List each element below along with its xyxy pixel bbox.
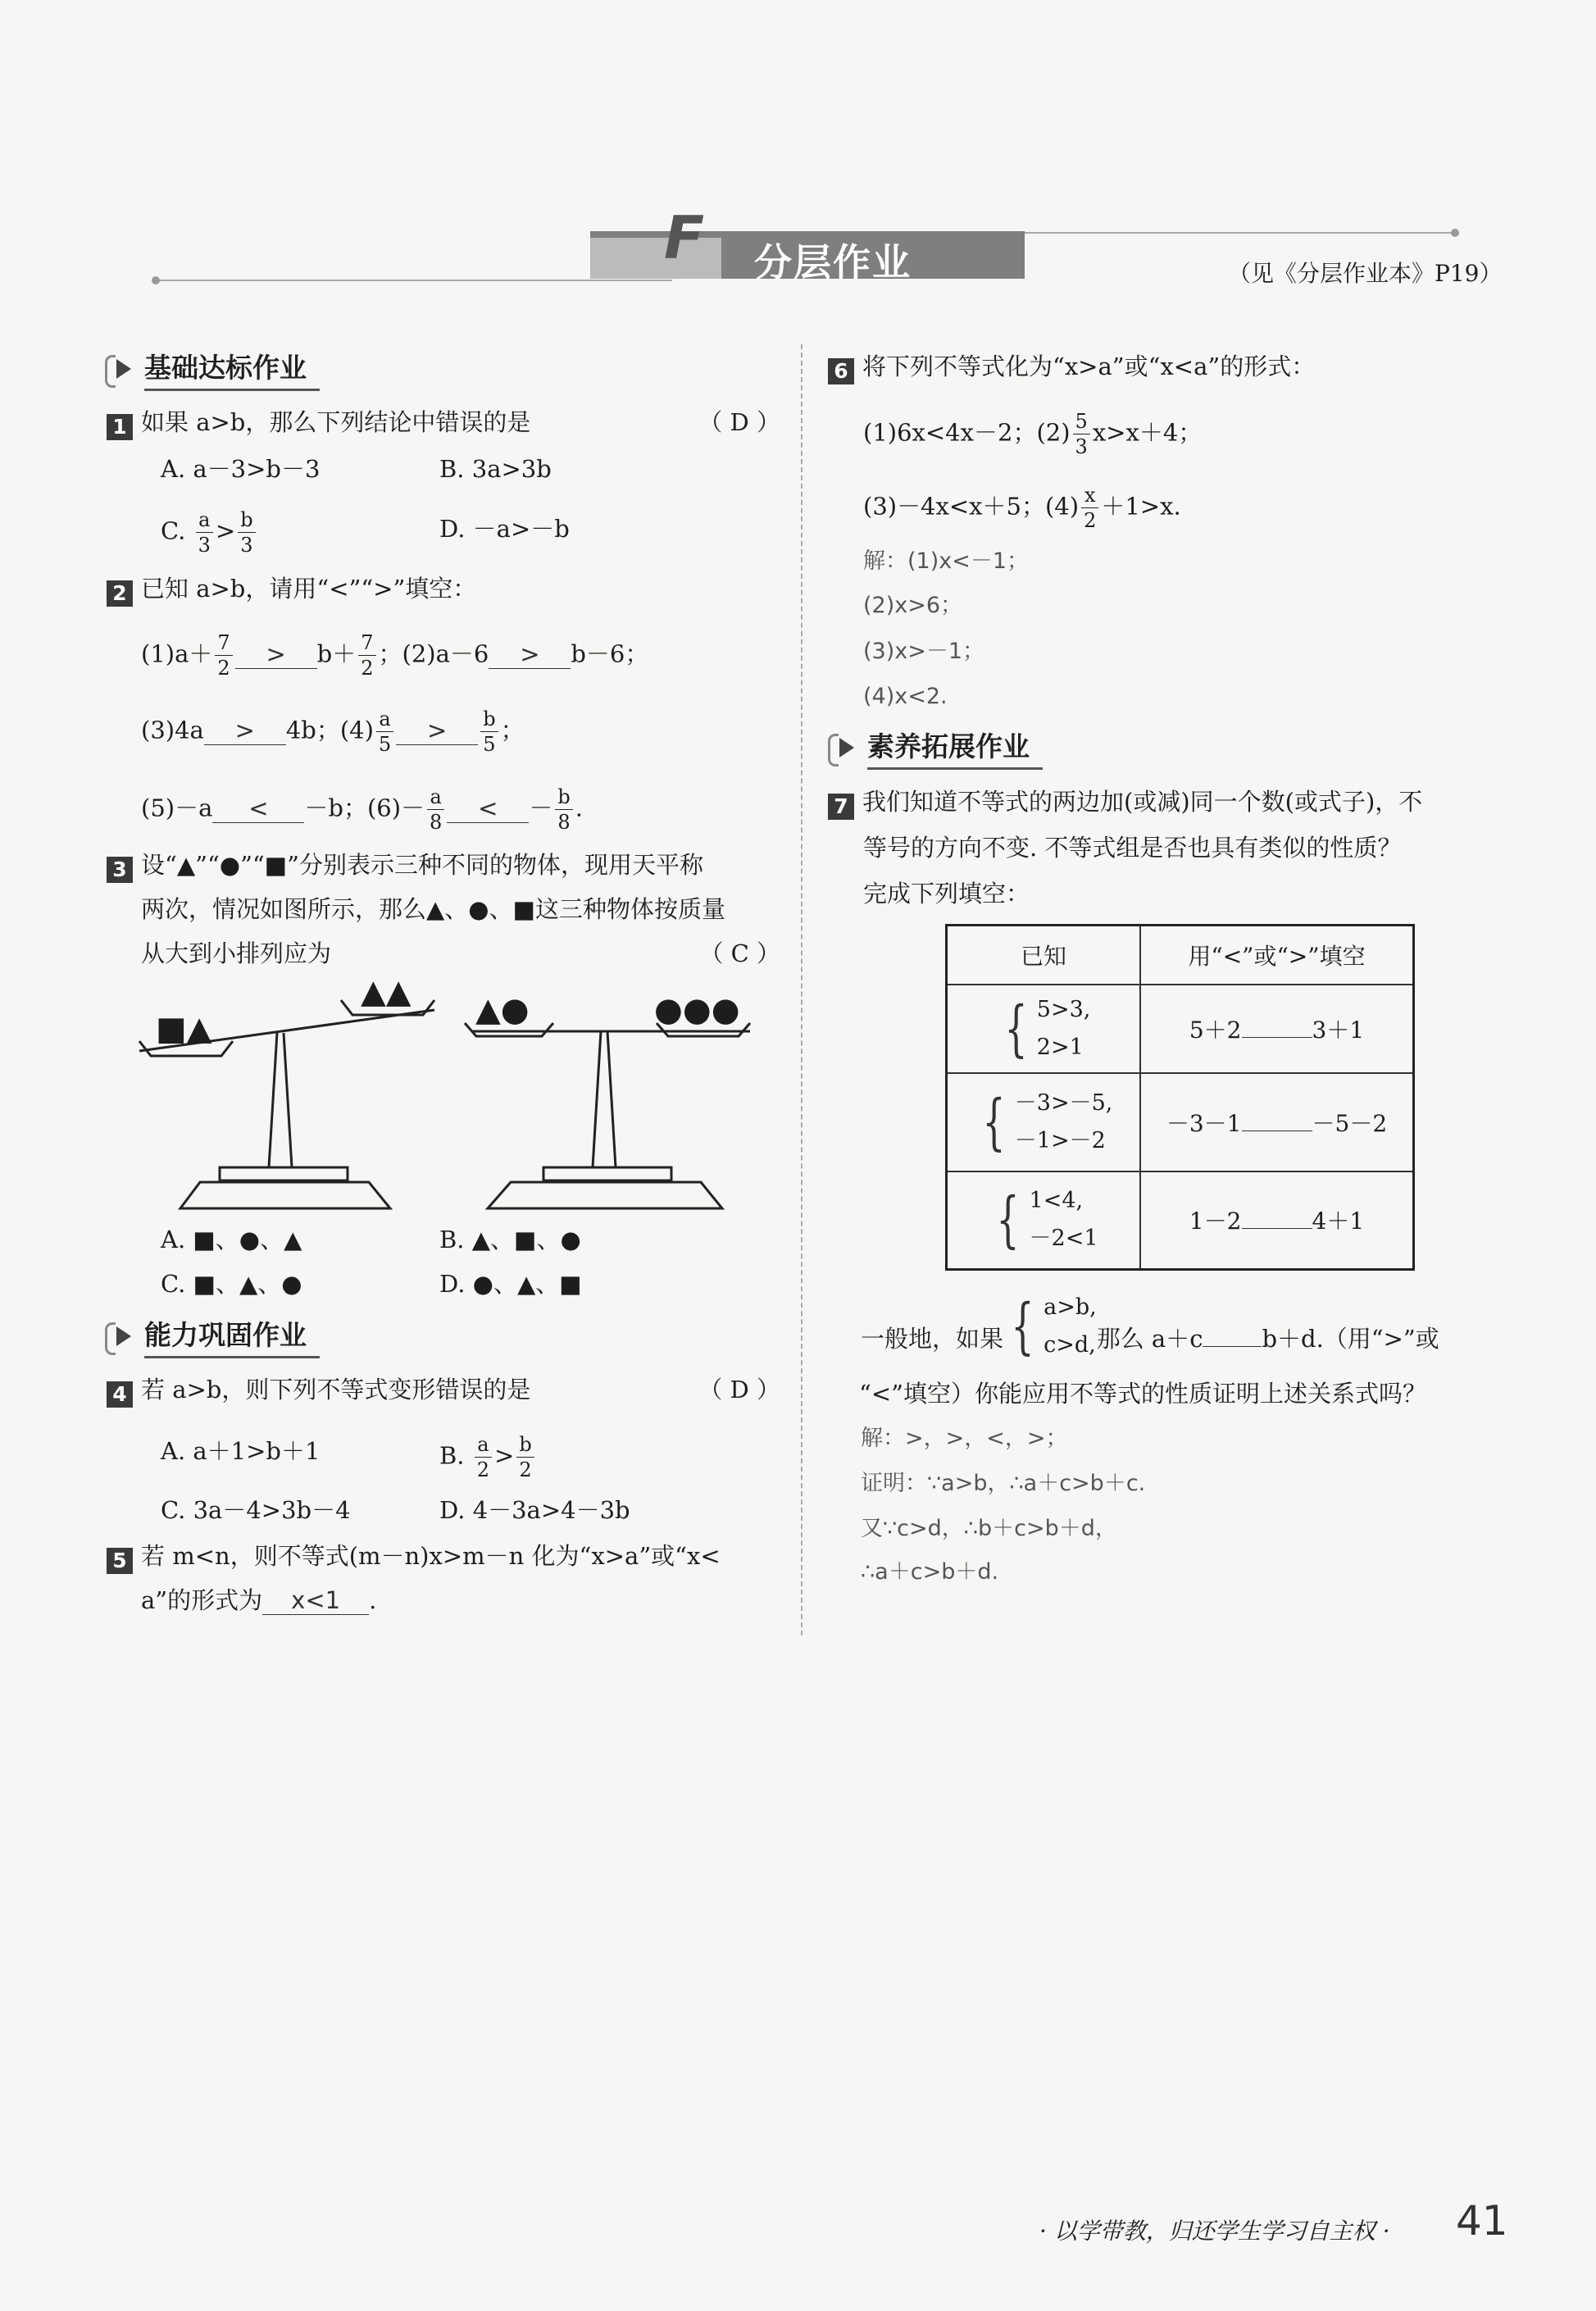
q3-option-a: A. ■、●、▲ [161, 1226, 302, 1253]
q4-option-a: A. a＋1>b＋1 [161, 1437, 321, 1465]
q7-general-blank[interactable] [1203, 1346, 1262, 1347]
q2-stem: 2 已知 a>b，请用“<”“>”填空： [107, 572, 476, 607]
q3-answer: （ C ） [699, 939, 780, 967]
q1-stem: 1 如果 a>b，那么下列结论中错误的是 （ D ） [107, 406, 780, 440]
q2-part-1-2: (1)a＋ $\frac{7}{2}$ > b＋ $\frac{7}{2}$ ；(2)a－6 > b－6； [141, 631, 649, 680]
arrow-badge-icon [103, 1319, 136, 1353]
banner-letter: F [664, 203, 705, 272]
q1-option-c: C. $\frac{a}{3}$ > $\frac{b}{3}$ [161, 510, 258, 555]
banner-title: 分层作业 [754, 240, 912, 284]
table-blank[interactable] [1242, 1228, 1312, 1229]
table-blank[interactable] [1242, 1037, 1312, 1038]
q7-table [945, 924, 1415, 1271]
q6-solution-2: (2)x>6； [863, 593, 963, 618]
q2-answer-6: < [447, 794, 529, 823]
q4-option-c: C. 3a－4>3b－4 [161, 1496, 351, 1524]
q3-line-1: 3 设“▲”“●”“■”分别表示三种不同的物体，现用天平称 [107, 848, 703, 883]
q4-stem: 4 若 a>b，则下列不等式变形错误的是 （ D ） [107, 1373, 780, 1408]
q7-line-5: “<”填空）你能应用不等式的性质证明上述关系式吗？ [859, 1380, 1426, 1408]
q7-solution-1: 解：>，>，<，>； [861, 1426, 1068, 1451]
q2-answer-4: > [396, 717, 478, 745]
q6-line-2: (3)－4x<x＋5；(4) $\frac{x}{2}$ ＋1>x. [863, 484, 1181, 532]
q7-solution-3: 又∵c>d，∴b＋c>b＋d， [861, 1516, 1117, 1541]
column-divider [801, 344, 803, 1635]
table-row: { 1<4, －2<1 1－2 4＋1 [947, 1171, 1414, 1270]
q5-answer: x<1 [262, 1586, 369, 1615]
q6-solution-4: (4)x<2. [863, 684, 948, 709]
q6-stem: 6 将下列不等式化为“x>a”或“x<a”的形式： [828, 350, 1315, 384]
q2-answer-2: > [489, 640, 571, 669]
q7-solution-2: 证明：∵a>b，∴a＋c>b＋c. [861, 1471, 1146, 1496]
q3-option-c: C. ■、▲、● [161, 1270, 302, 1298]
q6-line-1: (1)6x<4x－2；(2) $\frac{5}{3}$ x>x＋4； [863, 410, 1203, 458]
q2-answer-5: < [212, 794, 304, 823]
q2-answer-1: > [235, 640, 317, 669]
q7-line-1: 7 我们知道不等式的两边加(或减)同一个数(或式子)，不 [828, 785, 1422, 820]
q7-line-2: 等号的方向不变. 不等式组是否也具有类似的性质？ [863, 834, 1402, 862]
q2-part-5-6: (5)－a < －b；(6)－ $\frac{a}{8}$ < － $\frac{b}{8}$ . [141, 785, 583, 834]
page-number: 41 [1456, 2197, 1508, 2245]
table-blank[interactable] [1242, 1130, 1312, 1131]
q4-option-d: D. 4－3a>4－3b [439, 1496, 630, 1524]
table-header-known: 已知 [947, 926, 1141, 985]
arrow-badge-icon [103, 352, 136, 386]
ref-note: （见《分层作业本》P19） [1228, 260, 1503, 287]
q7-solution-4: ∴a＋c>b＋d. [861, 1559, 999, 1585]
q6-solution-3: (3)x>－1； [863, 639, 985, 664]
q5-line-1: 5 若 m<n，则不等式(m－n)x>m－n 化为“x>a”或“x< [107, 1540, 721, 1574]
q1-answer: （ D ） [698, 408, 780, 436]
section-ability: 能力巩固作业 [103, 1315, 320, 1358]
q6-solution-1: 解：(1)x<－1； [863, 548, 1030, 574]
q7-line-3: 完成下列填空： [863, 880, 1030, 908]
table-header-fill: 用“<”或“>”填空 [1140, 926, 1414, 985]
q4-answer: （ D ） [698, 1376, 780, 1403]
table-row: { －3>－5, －1>－2 －3－1 －5－2 [947, 1073, 1414, 1171]
q7-general-line: 一般地，如果 { a>b, c>d, 那么 a＋c b＋d.（用“>”或 [861, 1291, 1439, 1362]
table-row: { 5>3, 2>1 5＋2 3＋1 [947, 985, 1414, 1073]
scale1-right-objects: ▲▲ [361, 973, 412, 1011]
arrow-badge-icon [826, 730, 859, 765]
q3-option-b: B. ▲、■、● [439, 1226, 581, 1253]
q5-line-2: a”的形式为 x<1 . [141, 1586, 377, 1614]
q1-option-d: D. －a>－b [439, 515, 570, 543]
section-extend: 素养拓展作业 [826, 726, 1043, 769]
q4-option-b: B. $\frac{a}{2}$ > $\frac{b}{2}$ [439, 1435, 537, 1480]
q3-line-3: 从大到小排列应为 （ C ） [141, 937, 780, 970]
q3-option-d: D. ●、▲、■ [439, 1270, 582, 1298]
scale2-left-objects: ▲● [475, 991, 530, 1029]
section-basic: 基础达标作业 [103, 348, 320, 390]
q1-option-b: B. 3a>3b [439, 455, 552, 483]
scale1-left-objects: ■▲ [156, 1010, 212, 1048]
footer-slogan: · 以学带教，归还学生学习自主权 · [1039, 2218, 1390, 2245]
table-header-row [947, 926, 1414, 985]
q3-line-2: 两次，情况如图所示，那么▲、●、■这三种物体按质量 [141, 895, 726, 923]
q2-answer-3: > [204, 717, 286, 745]
q1-option-a: A. a－3>b－3 [161, 455, 321, 483]
scale2-right-objects: ●●● [654, 991, 740, 1029]
q2-part-3-4: (3)4a > 4b；(4) $\frac{a}{5}$ > $\frac{b}{5}$ ； [141, 707, 525, 756]
